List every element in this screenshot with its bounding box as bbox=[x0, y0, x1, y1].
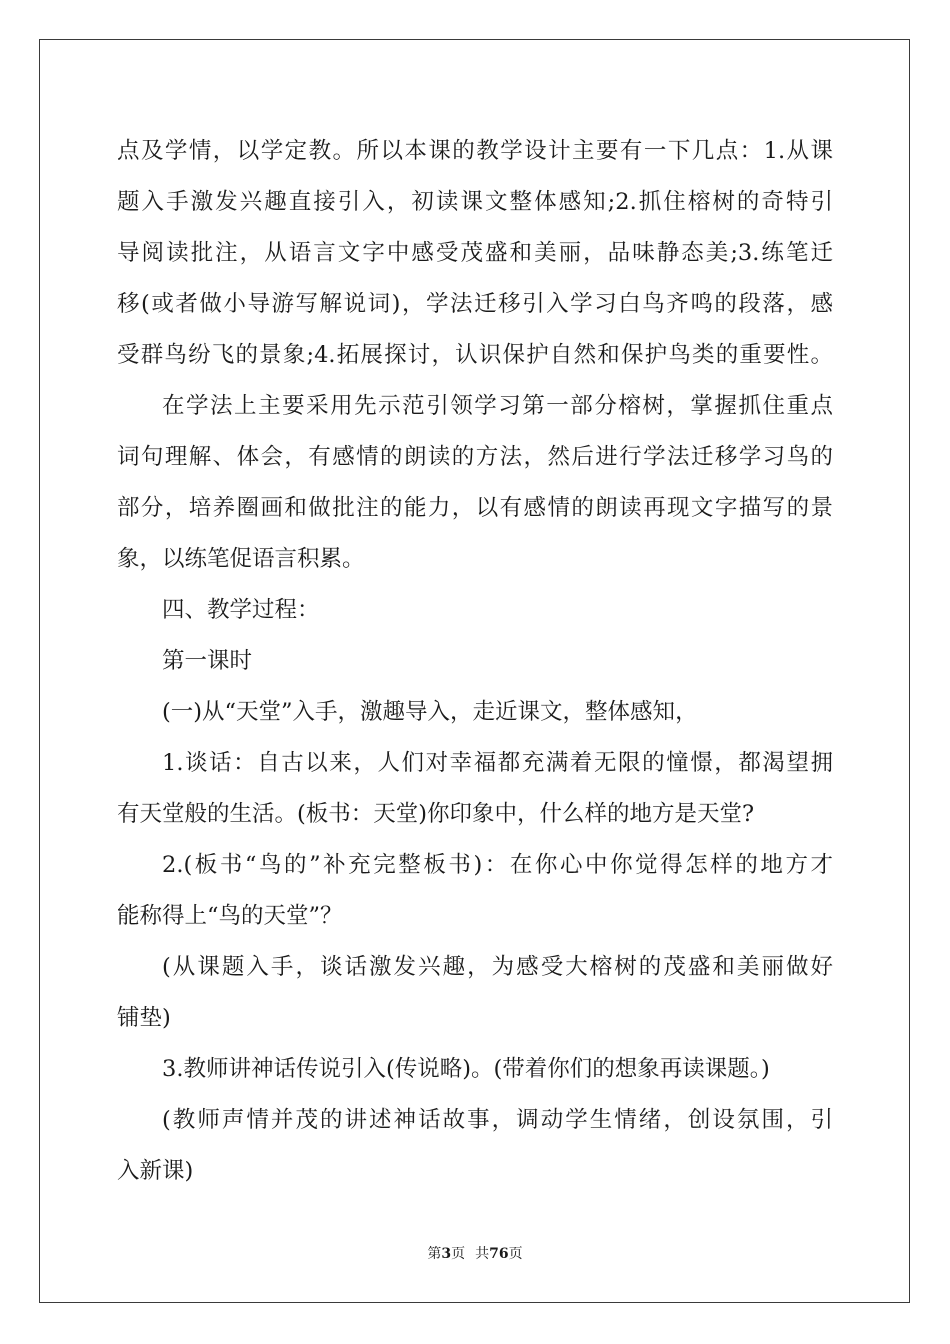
subsection-heading: (一)从“天堂”入手，激趣导入，走近课文，整体感知， bbox=[162, 699, 698, 725]
text-line: 题入手激发兴趣直接引入，初读课文整体感知;2.抓住榕树的奇特引 bbox=[117, 189, 833, 215]
text-line: 有天堂般的生活。(板书：天堂)你印象中，什么样的地方是天堂? bbox=[117, 801, 755, 827]
lesson-heading: 第一课时 bbox=[162, 648, 253, 674]
text-line: 在学法上主要采用先示范引领学习第一部分榕树，掌握抓住重点 bbox=[162, 393, 833, 419]
total-pages: 76 bbox=[489, 1246, 509, 1262]
footer-page-unit: 页 bbox=[451, 1246, 466, 1262]
text-line: (从课题入手，谈话激发兴趣，为感受大榕树的茂盛和美丽做好 bbox=[162, 954, 833, 980]
text-line: 象，以练笔促语言积累。 bbox=[117, 546, 365, 572]
text-line: 词句理解、体会，有感情的朗读的方法，然后进行学法迁移学习鸟的 bbox=[117, 444, 833, 470]
page-footer bbox=[0, 1244, 950, 1264]
page-number: 3 bbox=[441, 1246, 452, 1262]
text-line: 受群鸟纷飞的景象;4.拓展探讨，认识保护自然和保护鸟类的重要性。 bbox=[117, 342, 833, 368]
text-line: 导阅读批注，从语言文字中感受茂盛和美丽，品味静态美;3.练笔迁 bbox=[117, 240, 833, 266]
text-line: (教师声情并茂的讲述神话故事，调动学生情绪，创设氛围，引 bbox=[162, 1107, 833, 1133]
text-line: 入新课) bbox=[117, 1158, 194, 1184]
text-line: 2.(板书“鸟的”补充完整板书)：在你心中你觉得怎样的地方才 bbox=[162, 852, 833, 878]
document-body bbox=[117, 126, 833, 1197]
text-line: 部分，培养圈画和做批注的能力，以有感情的朗读再现文字描写的景 bbox=[117, 495, 833, 521]
text-line: 点及学情，以学定教。所以本课的教学设计主要有一下几点：1.从课 bbox=[117, 138, 833, 164]
text-line: 3.教师讲神话传说引入(传说略)。(带着你们的想象再读课题。) bbox=[162, 1056, 770, 1082]
text-line: 铺垫) bbox=[117, 1005, 171, 1031]
footer-prefix: 第 bbox=[427, 1246, 442, 1262]
text-line: 1.谈话：自古以来，人们对幸福都充满着无限的憧憬，都渴望拥 bbox=[162, 750, 833, 776]
text-line: 移(或者做小导游写解说词)，学法迁移引入学习白鸟齐鸣的段落，感 bbox=[117, 291, 833, 317]
footer-total-unit: 页 bbox=[508, 1246, 523, 1262]
footer-total-prefix: 共 bbox=[475, 1246, 490, 1262]
text-line: 能称得上“鸟的天堂”？ bbox=[117, 903, 343, 929]
section-heading: 四、教学过程： bbox=[162, 597, 320, 623]
